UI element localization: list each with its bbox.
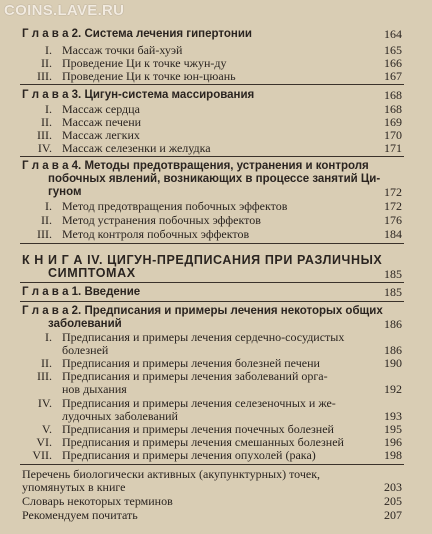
divider — [20, 156, 404, 157]
toc-entry: Метод контроля побочных эффектов — [62, 227, 250, 241]
divider — [20, 301, 404, 302]
book-4-chapter-2-title-cont: заболеваний — [48, 318, 122, 330]
toc-entry: Проведение Ци к точке юн-цюань — [62, 69, 236, 83]
toc-entry: Предписания и примеры лечения смешанных болезней — [62, 435, 344, 449]
toc-entry-cont: нов дыхания — [62, 382, 127, 396]
toc-entry: Предписания и примеры лечения селезеночных и же- — [62, 396, 336, 410]
toc-page: 205 — [384, 494, 402, 508]
item-number: III. — [37, 227, 52, 241]
toc-page: 195 — [384, 422, 402, 436]
toc-page: 203 — [384, 480, 402, 494]
book-4-page: 185 — [384, 267, 402, 281]
toc-entry-cont: болезней — [62, 343, 109, 357]
toc-entry: Предписания и примеры лечения опухолей (рака) — [62, 448, 316, 462]
item-number: V. — [41, 422, 52, 436]
toc-page: 184 — [384, 227, 402, 241]
toc-page: 193 — [384, 409, 402, 423]
toc-page: 170 — [384, 128, 402, 142]
toc-page: 192 — [384, 382, 402, 396]
toc-entry: Предписания и примеры лечения сердечно-сосудистых — [62, 330, 345, 344]
toc-page: 196 — [384, 435, 402, 449]
divider — [20, 243, 404, 244]
toc-page: 167 — [384, 69, 402, 83]
chapter-2-page: 164 — [384, 27, 402, 41]
toc-entry: Проведение Ци к точке чжун-ду — [62, 56, 227, 70]
item-number: III. — [37, 369, 52, 383]
divider — [20, 282, 404, 283]
toc-entry: Метод устранения побочных эффектов — [62, 213, 261, 227]
item-number: I. — [45, 43, 52, 57]
back-matter-entry: Рекомендуем почитать — [22, 508, 138, 522]
item-number: VI. — [36, 435, 52, 449]
toc-page: 172 — [384, 199, 402, 213]
toc-page: 207 — [384, 508, 402, 522]
toc-entry: Предписания и примеры лечения почечных болезней — [62, 422, 334, 436]
toc-entry: Массаж точки бай-хуэй — [62, 43, 183, 57]
item-number: IV. — [37, 141, 52, 155]
back-matter-entry-cont: упомянутых в книге — [22, 480, 126, 494]
chapter-3-page: 168 — [384, 88, 402, 102]
book-4-chapter-1-title: Г л а в а 1. Введение — [22, 286, 141, 298]
toc-entry: Метод предотвращения побочных эффектов — [62, 199, 288, 213]
toc-page: 186 — [384, 343, 402, 357]
chapter-4-title-cont: гуном — [48, 186, 82, 198]
book-4-title-cont: СИМПТОМАХ — [48, 266, 136, 280]
item-number: III. — [37, 69, 52, 83]
book-4-title: К Н И Г А IV. ЦИГУН-ПРЕДПИСАНИЯ ПРИ РАЗЛИЧНЫХ — [22, 253, 383, 267]
toc-entry: Массаж селезенки и желудка — [62, 141, 211, 155]
item-number: II. — [41, 356, 52, 370]
toc-entry: Предписания и примеры лечения заболеваний орга- — [62, 369, 328, 383]
item-number: III. — [37, 128, 52, 142]
book-4-chapter-2-title: Г л а в а 2. Предписания и примеры лечения некоторых общих — [22, 305, 383, 317]
watermark: COINS.LAVE.RU — [4, 2, 125, 19]
toc-page: 171 — [384, 141, 402, 155]
item-number: II. — [41, 115, 52, 129]
toc-page: 176 — [384, 213, 402, 227]
chapter-3-title: Г л а в а 3. Цигун-система массирования — [22, 89, 255, 101]
chapter-4-title: Г л а в а 4. Методы предотвращения, устранения и контроля — [22, 160, 369, 172]
book-4-chapter-2-page: 186 — [384, 317, 402, 331]
toc-entry: Массаж легких — [62, 128, 140, 142]
toc-page: 190 — [384, 356, 402, 370]
toc-page: 166 — [384, 56, 402, 70]
back-matter-entry: Перечень биологически активных (акупунктурных) точек, — [22, 467, 321, 481]
toc-entry: Массаж сердца — [62, 102, 140, 116]
divider — [20, 464, 404, 465]
item-number: I. — [45, 330, 52, 344]
chapter-4-page: 172 — [384, 185, 402, 199]
item-number: II. — [41, 213, 52, 227]
divider — [20, 84, 404, 85]
item-number: IV. — [37, 396, 52, 410]
book-4-chapter-1-page: 185 — [384, 285, 402, 299]
item-number: II. — [41, 56, 52, 70]
toc-page: 168 — [384, 102, 402, 116]
item-number: VII. — [32, 448, 52, 462]
toc-entry: Массаж печени — [62, 115, 142, 129]
back-matter-entry: Словарь некоторых терминов — [22, 494, 173, 508]
item-number: I. — [45, 199, 52, 213]
chapter-4-title-cont: побочных явлений, возникающих в процессе занятий Ци- — [48, 173, 381, 185]
chapter-2-title: Г л а в а 2. Система лечения гипертонии — [22, 28, 252, 40]
toc-page: 165 — [384, 43, 402, 57]
toc-page: 198 — [384, 448, 402, 462]
toc-page: 169 — [384, 115, 402, 129]
toc-entry-cont: лудочных заболеваний — [62, 409, 178, 423]
toc-entry: Предписания и примеры лечения болезней печени — [62, 356, 320, 370]
item-number: I. — [45, 102, 52, 116]
